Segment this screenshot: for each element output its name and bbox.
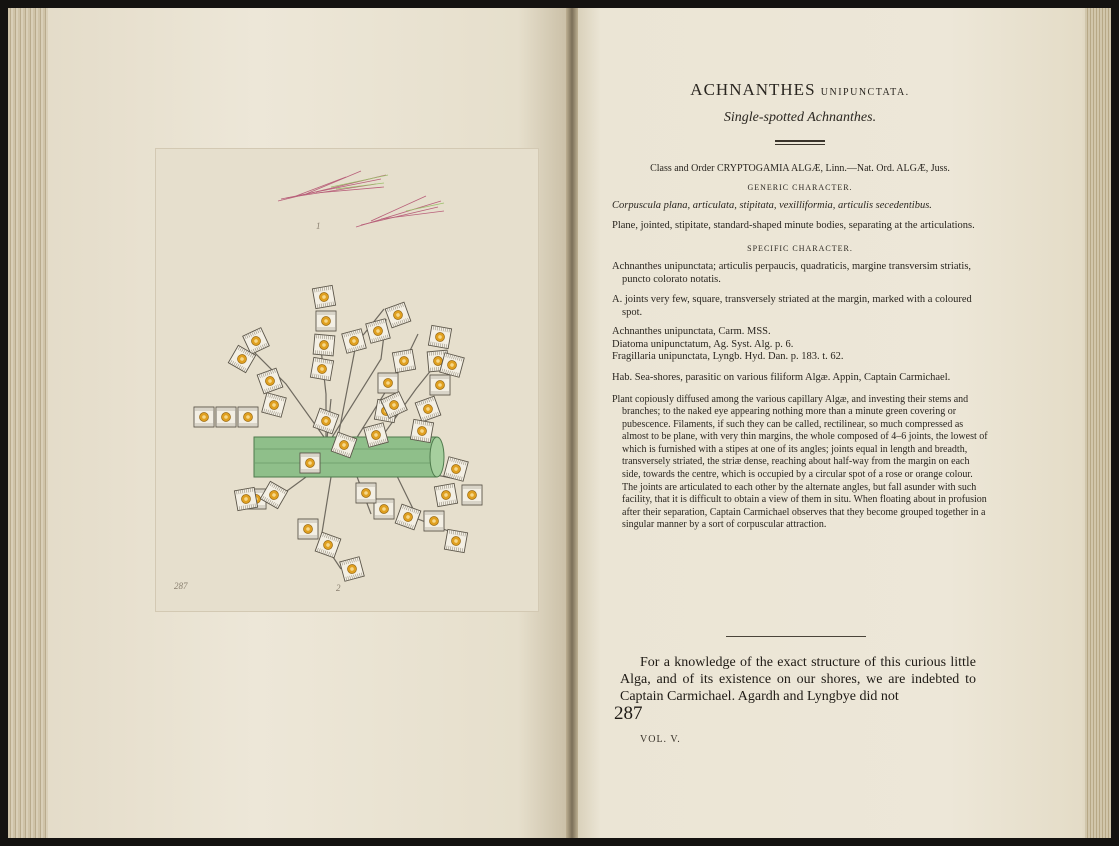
algae-joint	[430, 375, 450, 395]
algae-joint	[385, 302, 411, 328]
signature-number: 287	[614, 703, 643, 724]
page-title	[612, 80, 988, 100]
algae-joint	[316, 311, 336, 331]
volume-label: VOL. V.	[640, 734, 681, 745]
synonym-item: Diatoma unipunctatum, Ag. Syst. Alg. p. 6.	[612, 338, 794, 350]
algae-joint	[374, 499, 394, 519]
figure-label-2: 2	[336, 583, 341, 593]
synonym-item: Fragillaria unipunctata, Lyngb. Hyd. Dan. p. 183. t. 62.	[612, 351, 844, 362]
algae-joint	[410, 419, 433, 442]
figure-label-1: 1	[316, 221, 321, 231]
synonym-list	[612, 326, 988, 364]
algae-joint	[415, 396, 441, 422]
algae-joint	[340, 557, 364, 581]
algae-joint	[366, 319, 390, 343]
algae-joint	[194, 407, 214, 427]
algae-joint	[312, 285, 335, 308]
algae-joint	[257, 368, 283, 394]
synonym-item: Achnanthes unipunctata, Carm. MSS.	[612, 326, 771, 337]
habitat: Hab. Sea-shores, parasitic on various filiform Algæ. Appin, Captain Carmichael.	[612, 371, 951, 383]
algae-joint	[216, 407, 236, 427]
algae-joint	[300, 453, 320, 473]
algae-joint	[262, 393, 286, 417]
algae-joint	[392, 349, 415, 372]
title-genus: ACHNANTHES	[690, 80, 816, 99]
algae-joint	[444, 529, 467, 552]
page-subtitle: Single-spotted Achnanthes.	[723, 110, 877, 125]
algae-joint	[313, 408, 339, 434]
specific-character-latin: Achnanthes unipunctata; articulis perpaucis, quadraticis, margine transversim striatis, puncto colorato notatis.	[612, 261, 972, 285]
algae-joint	[310, 357, 333, 380]
title-species: UNIPUNCTATA.	[820, 87, 910, 98]
page-text	[612, 80, 988, 532]
algae-joint	[395, 504, 421, 530]
algae-joint	[424, 511, 444, 531]
classification-line: Class and Order CRYPTOGAMIA ALGÆ, Linn.—Nat. Ord. ALGÆ, Juss.	[650, 163, 950, 174]
algae-illustration	[156, 149, 538, 611]
specific-character-english: A. joints very few, square, transversely striated at the margin, marked with a coloured spot.	[612, 294, 972, 318]
generic-character-latin: Corpuscula plana, articulata, stipitata, vexilliformia, articulis secedentibus.	[612, 200, 932, 211]
algae-joint	[428, 325, 451, 348]
page-edges-right	[1085, 8, 1111, 838]
algae-joint	[434, 483, 457, 506]
algae-joint	[356, 483, 376, 503]
section-rule	[726, 636, 866, 637]
double-rule	[775, 140, 825, 145]
algae-joint	[238, 407, 258, 427]
algae-joint	[378, 373, 398, 393]
algae-joint	[313, 334, 335, 356]
algae-joint	[234, 487, 257, 510]
closing-paragraph: For a knowledge of the exact structure of this curious little Alga, and of its existence on our shores, we are indebted to Captain Carmichael. Agardh and Lyngbye did not	[620, 655, 976, 704]
plant-description: Plant copiously diffused among the various capillary Algæ, and investing their stems and branches; to the naked eye appearing nothing more than a minute green covering or pubescence. Filaments, if such they can be called, rectilinear, so much compressed as almost to be plane, with very thin margins, the whole composed of 4–6 joints, the lowest of which is furnished with a stipes at one of its angles; joints equal in length and breadth, transversely striated, the striæ dense, reaching about half-way from the margin on each side, towards the centre, which is occupied by a circular spot of a rose or orange colour. The joints are articulated to each other by the alternate angles, but fall asunder with such facility, that it is difficult to obtain a view of them in situ. When floating about in profusion after their separation, Captain Carmichael observes that they become grouped together in a singular manner by a sort of corpuscular attraction.	[612, 393, 988, 531]
botanical-plate	[155, 148, 539, 612]
algae-joint	[315, 532, 341, 558]
generic-character-english: Plane, jointed, stipitate, standard-shaped minute bodies, separating at the articulations.	[612, 220, 975, 231]
algae-joint	[298, 519, 318, 539]
algae-joint	[342, 329, 366, 353]
plate-number: 287	[174, 581, 188, 591]
generic-character-heading: GENERIC CHARACTER.	[747, 183, 853, 192]
specific-character-heading: SPECIFIC CHARACTER.	[747, 244, 853, 253]
figure-1-tufts	[278, 171, 444, 227]
algae-joint	[462, 485, 482, 505]
book-gutter	[566, 8, 578, 838]
